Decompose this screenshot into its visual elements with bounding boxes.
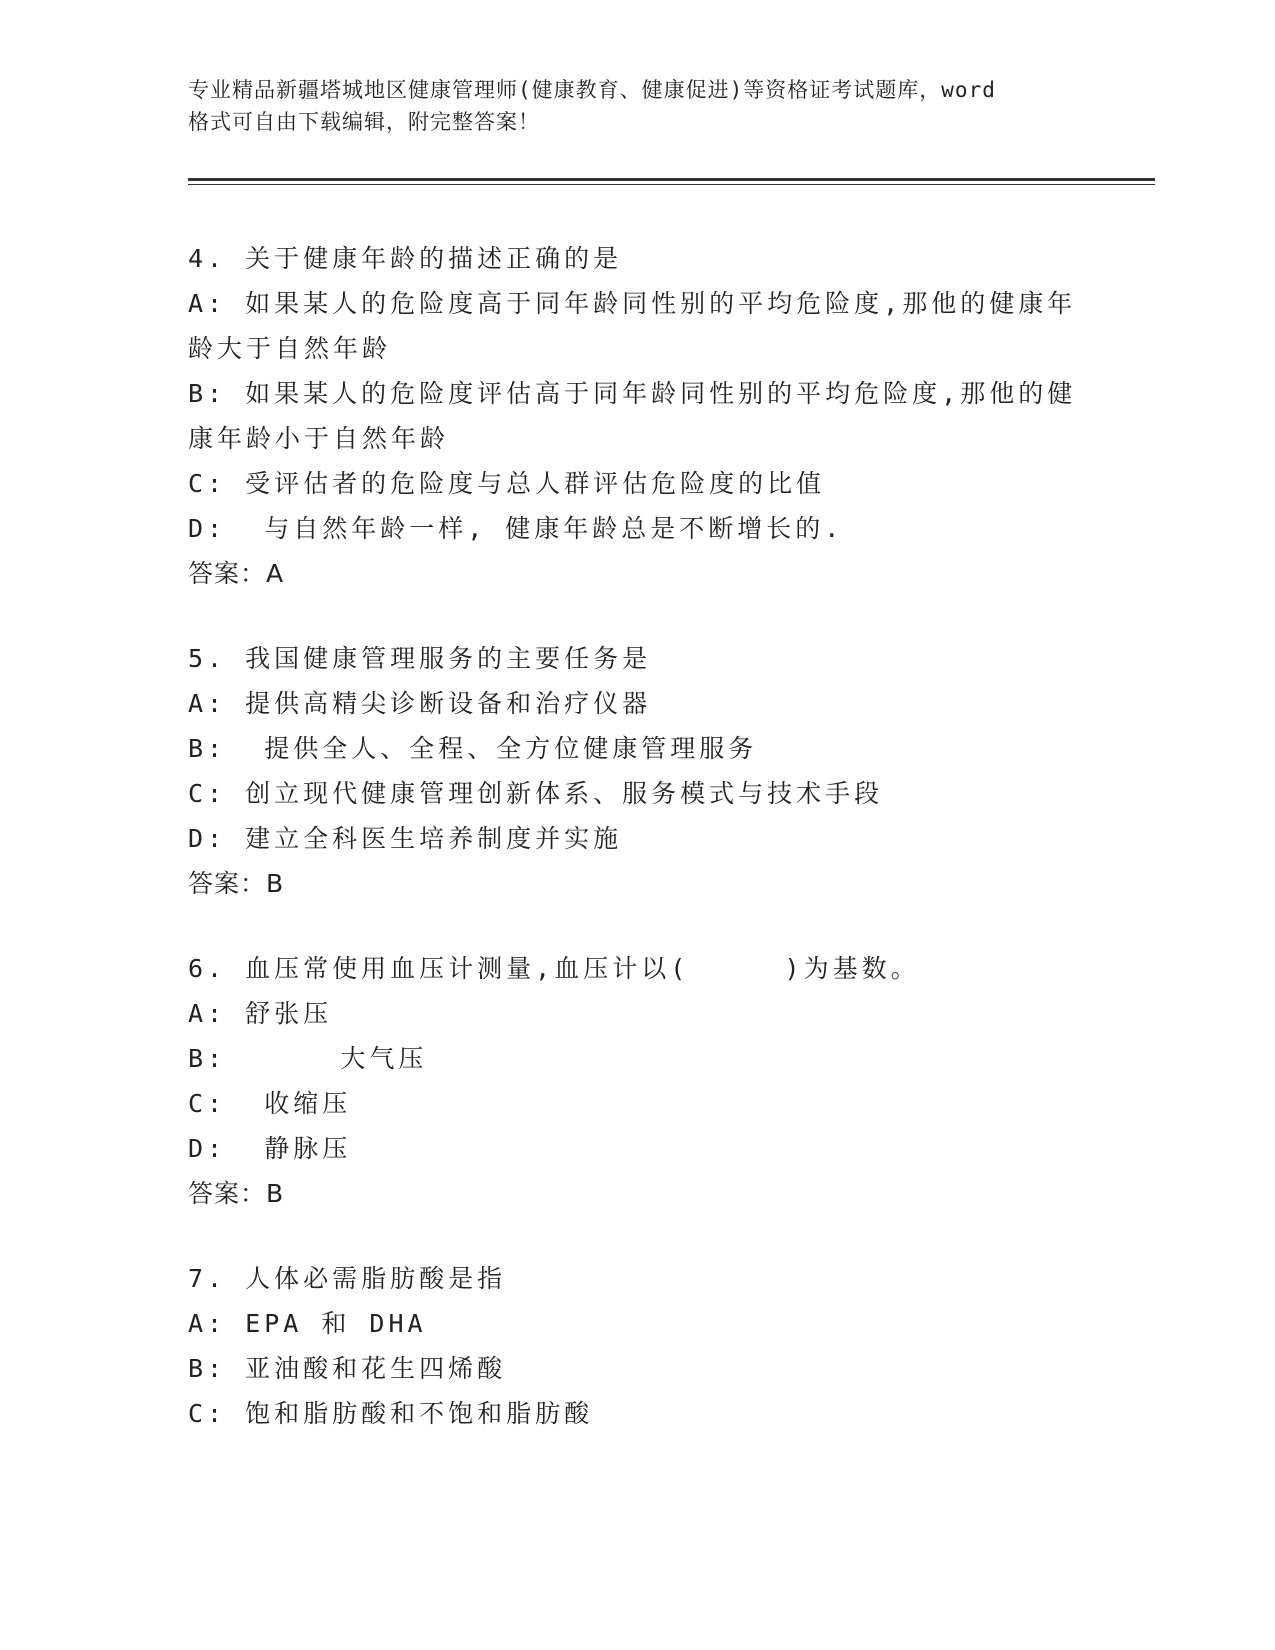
option-a-continued: 龄大于自然年龄: [188, 334, 392, 363]
question-stem: 5. 我国健康管理服务的主要任务是: [188, 644, 652, 673]
answer-line: 答案：B: [188, 869, 285, 898]
option-a: A: 如果某人的危险度高于同年龄同性别的平均危险度,那他的健康年: [188, 289, 1077, 318]
option-b: B: 大气压: [188, 1044, 428, 1073]
header-line-1: 专业精品新疆塔城地区健康管理师(健康教育、健康促进)等资格证考试题库，word: [188, 78, 996, 102]
answer-line: 答案：B: [188, 1179, 285, 1208]
option-c: C: 受评估者的危险度与总人群评估危险度的比值: [188, 469, 826, 498]
header-line-2: 格式可自由下载编辑，附完整答案！: [188, 110, 540, 134]
option-d: D: 建立全科医生培养制度并实施: [188, 824, 623, 853]
option-a: A: 提供高精尖诊断设备和治疗仪器: [188, 689, 652, 718]
question-7: [188, 1256, 1088, 1436]
question-5: [188, 636, 1088, 906]
question-stem: 7. 人体必需脂肪酸是指: [188, 1264, 507, 1293]
option-b: B: 提供全人、全程、全方位健康管理服务: [188, 734, 758, 763]
question-list: [188, 236, 1088, 1476]
question-stem: 6. 血压常使用血压计测量,血压计以( )为基数。: [188, 954, 920, 983]
document-header: [188, 74, 1088, 138]
option-c: C: 饱和脂肪酸和不饱和脂肪酸: [188, 1399, 594, 1428]
option-d: D: 与自然年龄一样, 健康年龄总是不断增长的.: [188, 514, 844, 543]
question-stem: 4. 关于健康年龄的描述正确的是: [188, 244, 623, 273]
option-c: C: 创立现代健康管理创新体系、服务模式与技术手段: [188, 779, 884, 808]
option-c: C: 收缩压: [188, 1089, 352, 1118]
header-divider-thick: [188, 178, 1155, 181]
option-a: A: 舒张压: [188, 999, 333, 1028]
question-4: [188, 236, 1088, 596]
option-b-continued: 康年龄小于自然年龄: [188, 424, 450, 453]
answer-line: 答案：A: [188, 559, 285, 588]
header-divider-thin: [188, 184, 1155, 185]
option-b: B: 如果某人的危险度评估高于同年龄同性别的平均危险度,那他的健: [188, 379, 1077, 408]
option-d: D: 静脉压: [188, 1134, 352, 1163]
question-6: [188, 946, 1088, 1216]
option-a: A: EPA 和 DHA: [188, 1309, 427, 1338]
option-b: B: 亚油酸和花生四烯酸: [188, 1354, 507, 1383]
